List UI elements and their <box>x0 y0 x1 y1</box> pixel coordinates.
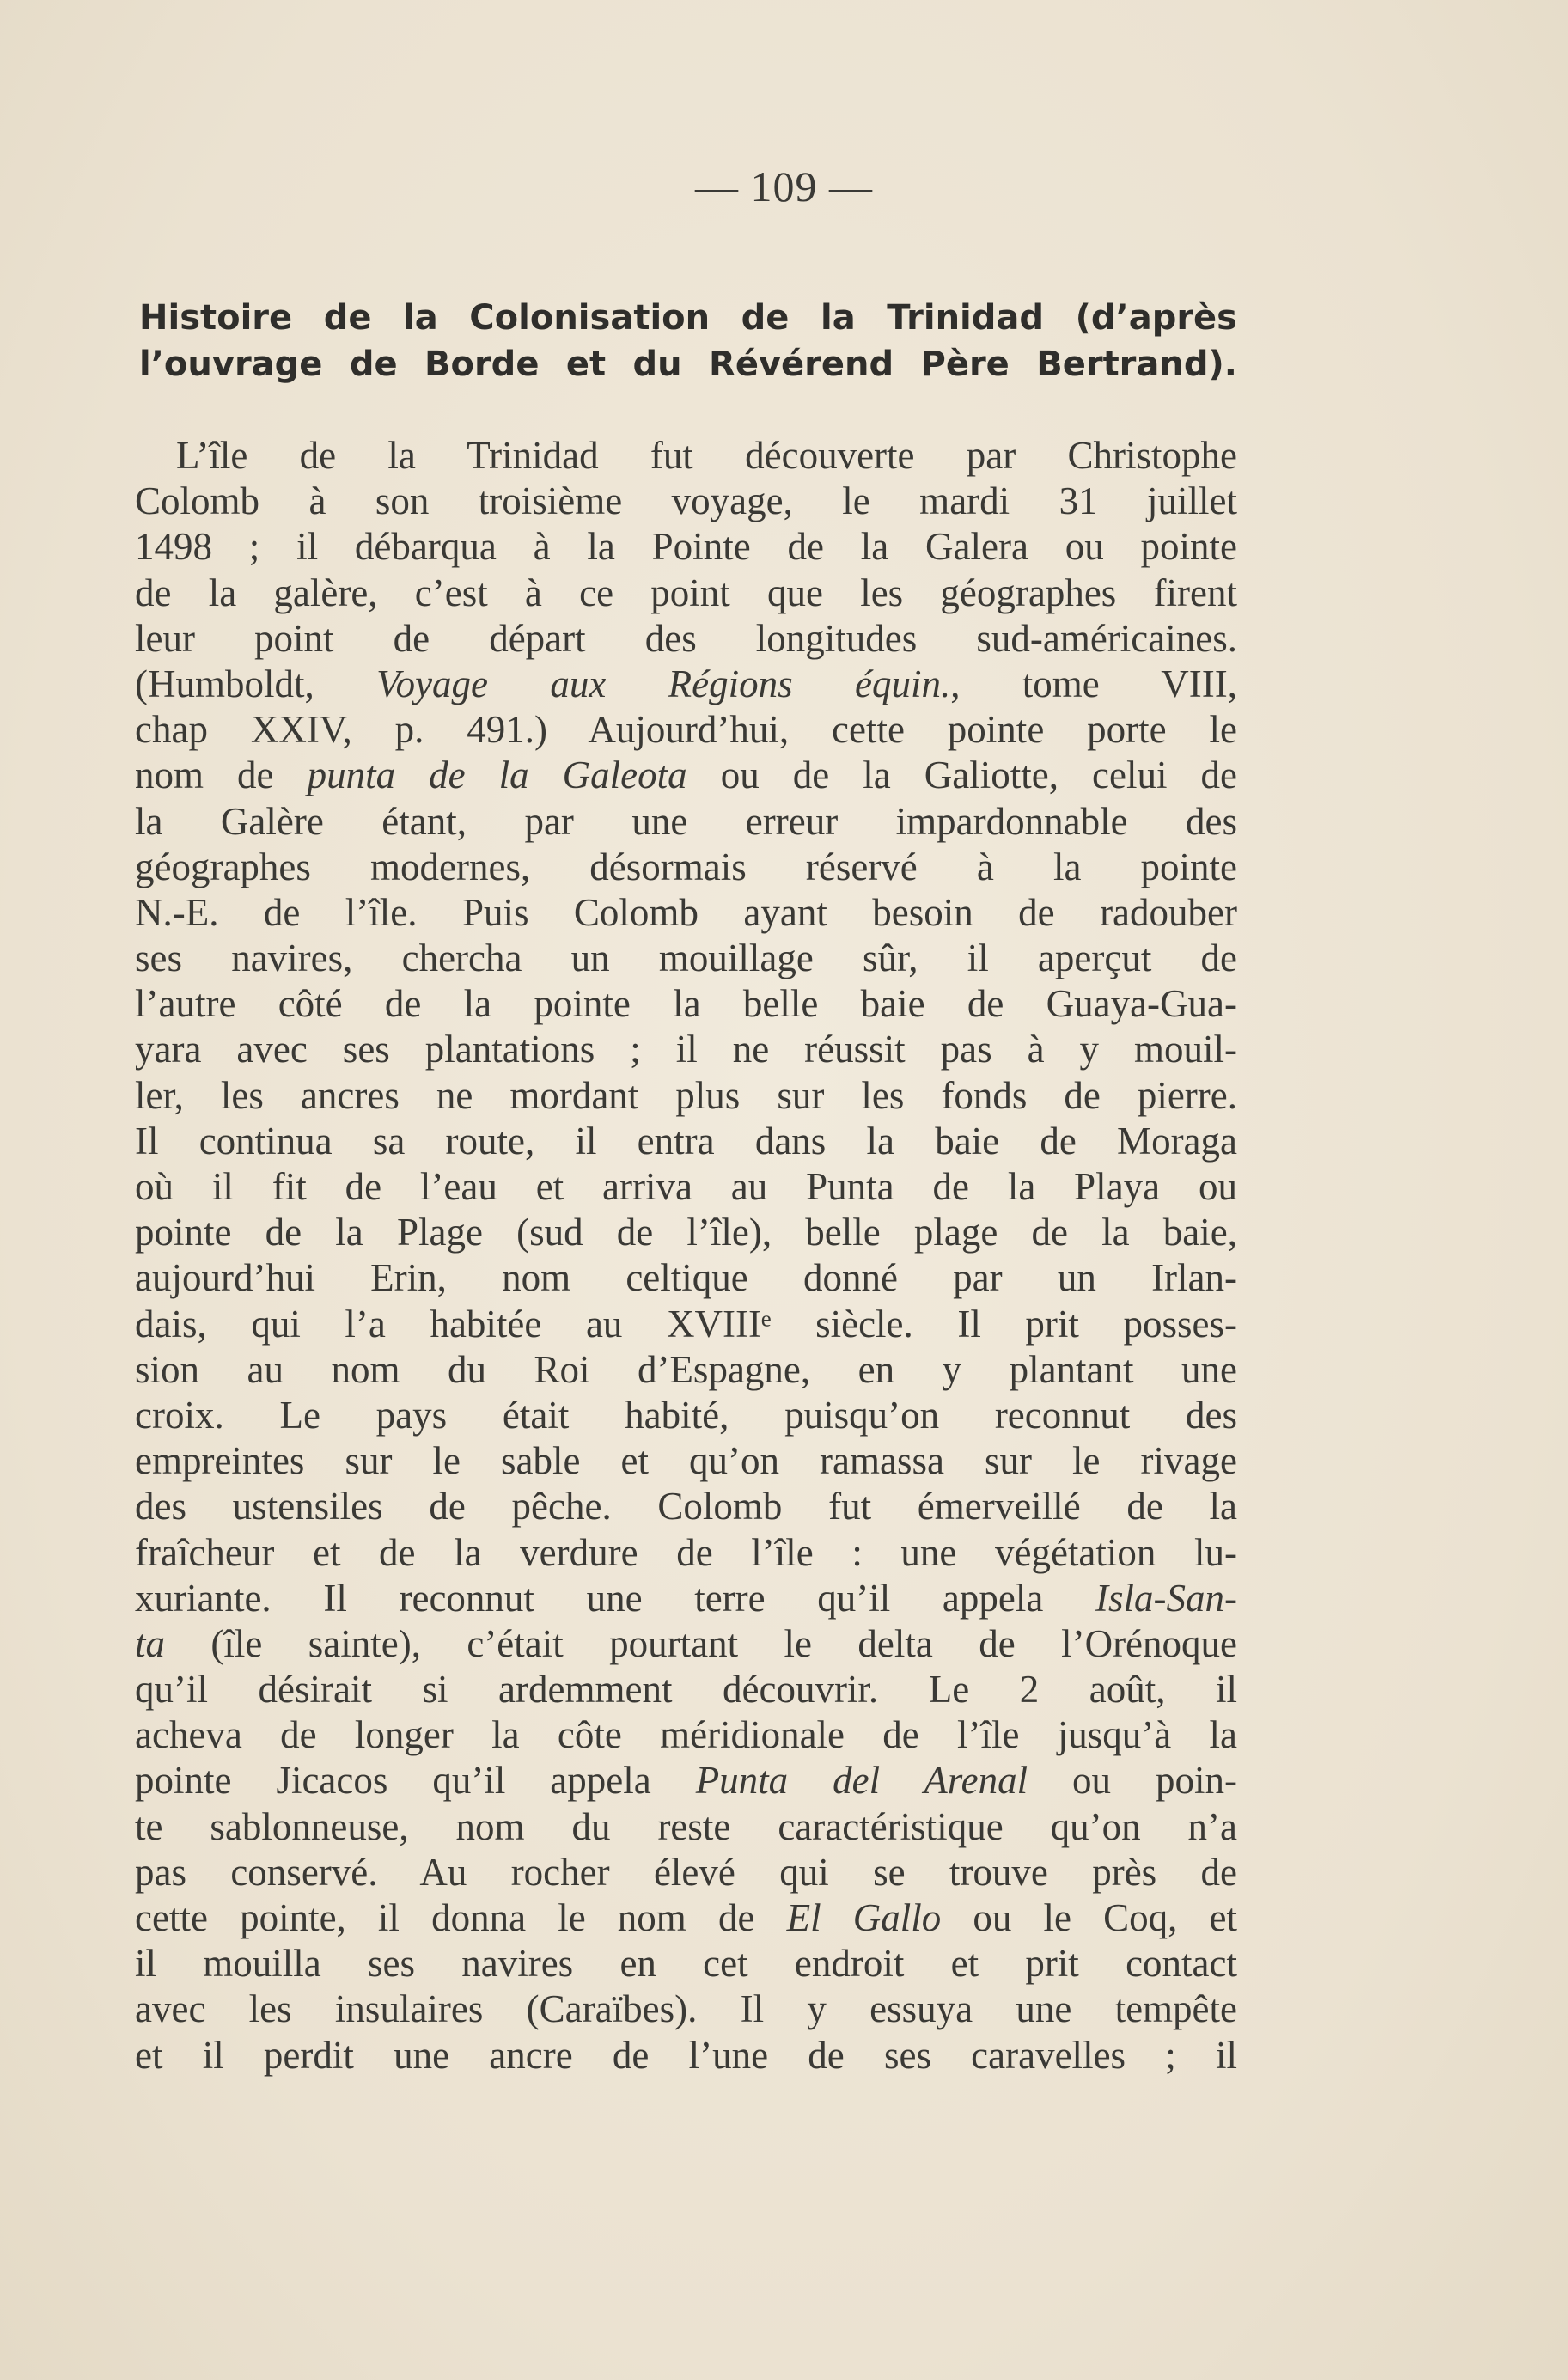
text-line: et il perdit une ancre de l’une de ses caravelles ; il <box>135 2033 1237 2077</box>
text-run: xuriante. Il reconnut une terre qu’il appela <box>135 1576 1096 1620</box>
section-heading <box>139 295 1237 388</box>
text-line: Colomb à son troisième voyage, le mardi 31 juillet <box>135 479 1237 523</box>
text-line: Il continua sa route, il entra dans la baie de Moraga <box>135 1119 1237 1163</box>
text-line: leur point de départ des longitudes sud-américaines. <box>135 616 1237 660</box>
text-line: 1498 ; il débarqua à la Pointe de la Galera ou pointe <box>135 525 1237 569</box>
text-line: acheva de longer la côte méridionale de l’île jusqu’à la <box>135 1713 1237 1757</box>
text-run: nom de <box>135 754 308 797</box>
text-line: fraîcheur et de la verdure de l’île : une végétation lu- <box>135 1530 1237 1574</box>
text-line: te sablonneuse, nom du reste caractéristique qu’on n’a <box>135 1804 1237 1848</box>
text-run: ou de la Galiotte, celui de <box>686 754 1237 797</box>
text-line: N.-E. de l’île. Puis Colomb ayant besoin de radouber <box>135 890 1237 934</box>
body-paragraph <box>135 433 1237 2078</box>
text-line: il mouilla ses navires en cet endroit et prit contact <box>135 1942 1237 1986</box>
text-line: aujourd’hui Erin, nom celtique donné par un Irlan- <box>135 1256 1237 1300</box>
text-line: dais, qui l’a habitée au XVIIIᵉ siècle. Il prit posses- <box>135 1302 1237 1346</box>
text-line: chap XXIV, p. 491.) Aujourd’hui, cette pointe porte le <box>135 708 1237 752</box>
text-line: yara avec ses plantations ; il ne réussit pas à y mouil- <box>135 1028 1237 1071</box>
text-line: croix. Le pays était habité, puisqu’on reconnut des <box>135 1393 1237 1437</box>
text-line <box>135 1895 1237 1941</box>
text-line: qu’il désirait si ardemment découvrir. Le 2 août, il <box>135 1668 1237 1712</box>
text-line <box>135 1576 1237 1621</box>
text-line: ses navires, chercha un mouillage sûr, il aperçut de <box>135 937 1237 980</box>
text-line: empreintes sur le sable et qu’on ramassa sur le rivage <box>135 1439 1237 1483</box>
text-line: où il fit de l’eau et arriva au Punta de la Playa ou <box>135 1165 1237 1208</box>
text-run: pointe Jicacos qu’il appela <box>135 1759 696 1803</box>
page-number: — 109 — <box>695 162 873 211</box>
text-run: ou le Coq, et <box>941 1896 1237 1939</box>
text-line: l’autre côté de la pointe la belle baie de Guaya-Gua- <box>135 982 1237 1026</box>
text-run: (Humboldt, <box>135 662 377 705</box>
text-line <box>135 1758 1237 1803</box>
text-line: ler, les ancres ne mordant plus sur les fonds de pierre. <box>135 1073 1237 1117</box>
text-line: des ustensiles de pêche. Colomb fut émerveillé de la <box>135 1485 1237 1529</box>
text-line: pas conservé. Au rocher élevé qui se trouve près de <box>135 1850 1237 1894</box>
italic-title: Voyage aux Régions équin. <box>376 662 951 705</box>
text-line: sion au nom du Roi d’Espagne, en y plantant une <box>135 1347 1237 1391</box>
text-run: , tome VIII, <box>950 662 1237 705</box>
heading-line: Histoire de la Colonisation de la Trinidad (d’après <box>139 298 1237 338</box>
italic-term: Isla-San- <box>1095 1576 1237 1620</box>
text-line <box>135 1621 1237 1667</box>
text-line: la Galère étant, par une erreur impardonnable des <box>135 799 1237 843</box>
italic-term: punta de la Galeota <box>307 754 687 797</box>
italic-term: Punta del Arenal <box>695 1759 1028 1803</box>
italic-term: El Gallo <box>786 1896 942 1939</box>
text-line: avec les insulaires (Caraïbes). Il y essuya une tempête <box>135 1987 1237 2031</box>
text-line: L’île de la Trinidad fut découverte par Christophe <box>176 434 1237 477</box>
text-line <box>135 753 1237 798</box>
text-line: géographes modernes, désormais réservé à la pointe <box>135 845 1237 888</box>
text-run: cette pointe, il donna le nom de <box>135 1896 787 1939</box>
text-run: ou poin- <box>1028 1759 1237 1803</box>
text-line: de la galère, c’est à ce point que les géographes firent <box>135 571 1237 614</box>
text-run: (île sainte), c’était pourtant le delta de l’Orénoque <box>165 1621 1237 1665</box>
text-line <box>135 662 1237 707</box>
text-line: pointe de la Plage (sud de l’île), belle plage de la baie, <box>135 1211 1237 1254</box>
italic-term: ta <box>135 1621 166 1665</box>
heading-line: l’ouvrage de Borde et du Révérend Père Bertrand). <box>139 345 1237 384</box>
